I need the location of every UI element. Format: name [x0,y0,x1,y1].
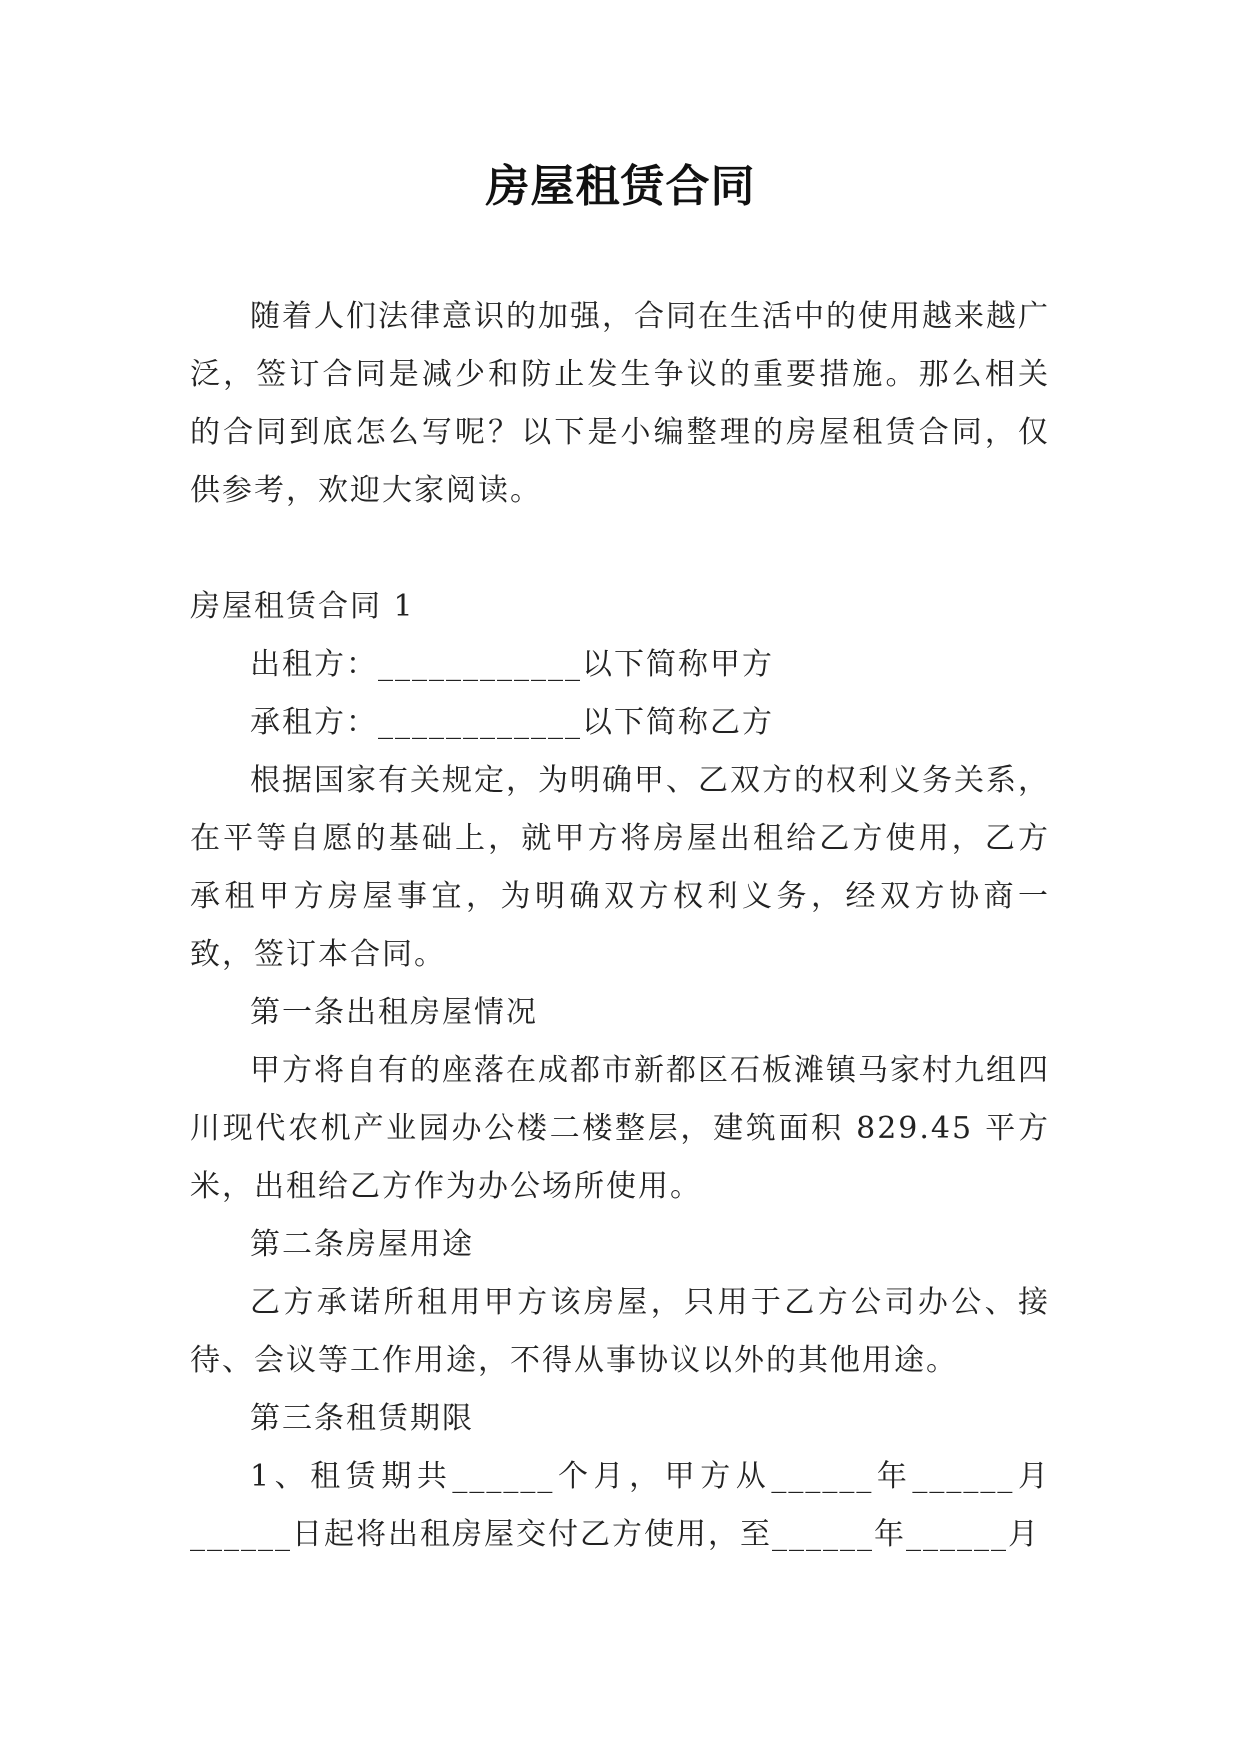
article-2-body: 乙方承诺所租用甲方该房屋，只用于乙方公司办公、接待、会议等工作用途，不得从事协议以外的其他用途。 [190,1285,1050,1378]
article-2-title: 第二条房屋用途 [250,1227,474,1262]
section-heading: 房屋租赁合同 1 [190,589,415,624]
article-3-item-1: 1、租赁期共______个月，甲方从______年______月______日起将出租房屋交付乙方使用，至______年______月 [190,1459,1050,1552]
article-3-title: 第三条租赁期限 [250,1401,474,1436]
article-1-body: 甲方将自有的座落在成都市新都区石板滩镇马家村九组四川现代农机产业园办公楼二楼整层，建筑面积 829.45 平方米，出租给乙方作为办公场所使用。 [190,1053,1050,1204]
lessor-line: 出租方：____________以下简称甲方 [250,647,774,682]
preamble-paragraph: 根据国家有关规定，为明确甲、乙双方的权利义务关系，在平等自愿的基础上，就甲方将房屋出租给乙方使用，乙方承租甲方房屋事宜，为明确双方权利义务，经双方协商一致，签订本合同。 [190,763,1050,972]
document-title: 房屋租赁合同 [485,161,756,212]
intro-paragraph: 随着人们法律意识的加强，合同在生活中的使用越来越广泛，签订合同是减少和防止发生争议的重要措施。那么相关的合同到底怎么写呢？以下是小编整理的房屋租赁合同，仅供参考，欢迎大家阅读。 [190,299,1050,508]
article-1-title: 第一条出租房屋情况 [250,995,538,1030]
lessee-line: 承租方：____________以下简称乙方 [250,705,774,740]
document-body [190,288,1050,1564]
